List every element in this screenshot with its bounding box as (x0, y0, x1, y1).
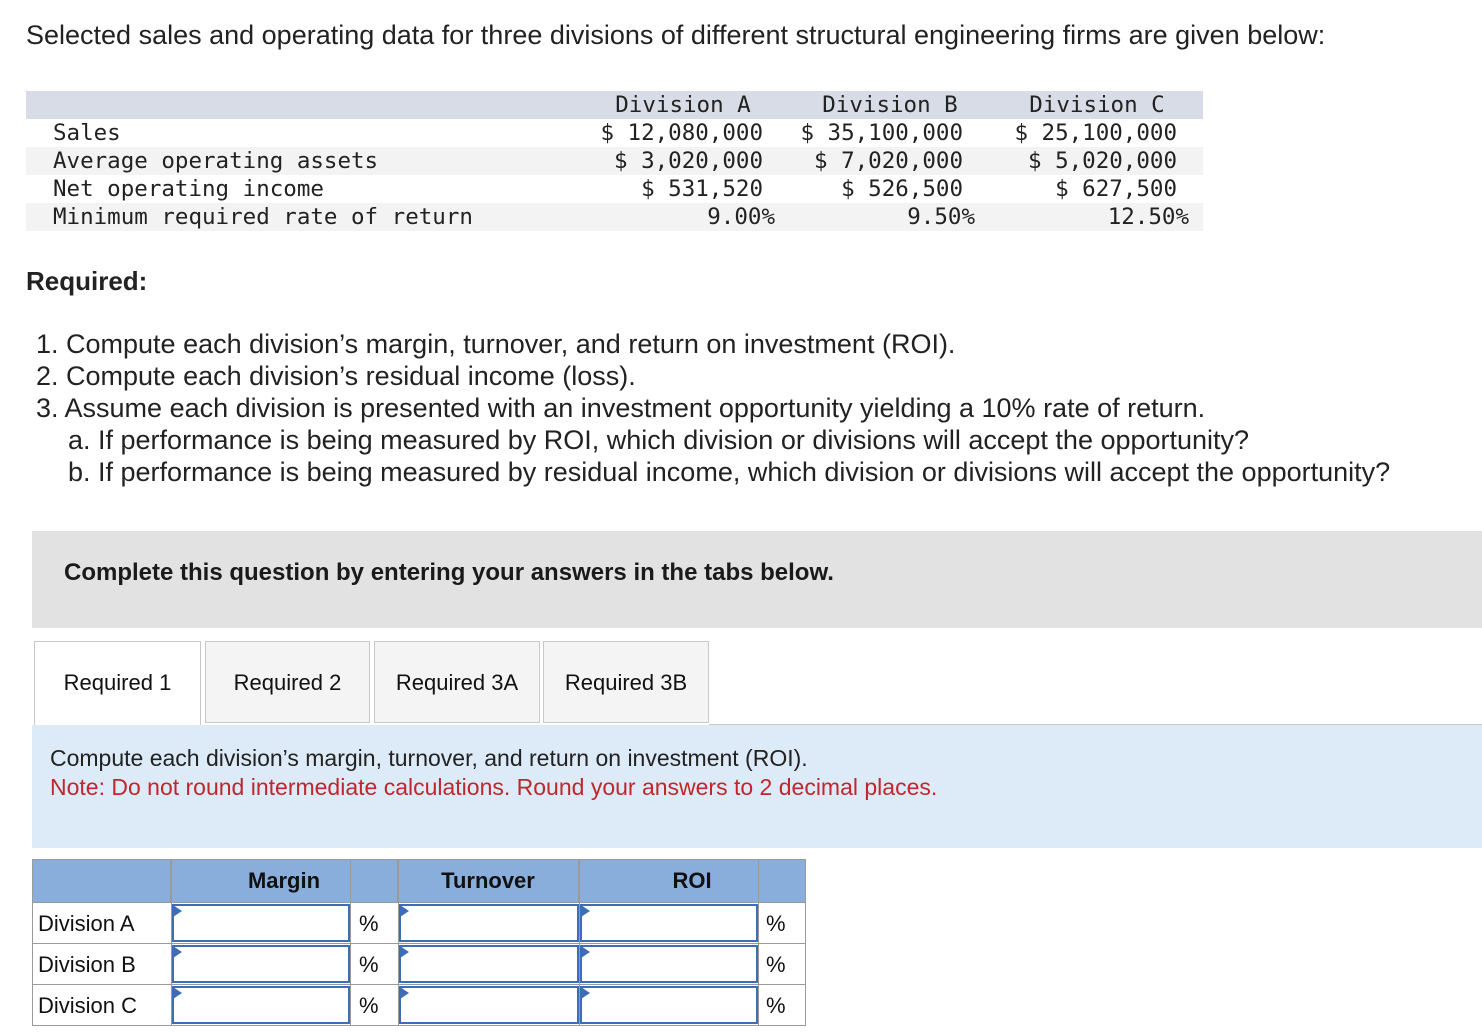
table-row-assets (26, 147, 1203, 175)
cell-value: $ 35,100,000 (800, 120, 963, 146)
tab-required-3b[interactable]: Required 3B (543, 641, 709, 723)
cell-value: $ 7,020,000 (813, 148, 963, 174)
cell-value: $ 25,100,000 (1014, 120, 1177, 146)
grid-corner-header (33, 860, 171, 902)
cell-value: $ 627,500 (1055, 176, 1177, 202)
required-item: 3. Assume each division is presented with an investment opportunity yielding a 10% rate of return. (36, 393, 1206, 423)
flag-icon (400, 987, 409, 999)
tab-required-1[interactable]: Required 1 (34, 641, 201, 725)
column-header-margin: Margin (171, 860, 398, 902)
flag-icon (173, 946, 182, 958)
banner-text: Complete this question by entering your answers in the tabs below. (64, 559, 834, 586)
flag-icon (581, 946, 590, 958)
required-list (36, 328, 1390, 488)
row-label-division-b: Division B (38, 952, 136, 977)
answer-grid (32, 859, 806, 1026)
row-label-division-c: Division C (38, 993, 138, 1018)
intro-text: Selected sales and operating data for three divisions of different structural engineering firms are given below: (26, 20, 1326, 50)
row-label: Average operating assets (53, 148, 379, 174)
column-divider (350, 860, 351, 1025)
percent-sign: % (766, 993, 786, 1018)
table-header-row (26, 91, 1203, 119)
cell-value: $ 12,080,000 (600, 120, 763, 146)
cell-value: $ 5,020,000 (1027, 148, 1177, 174)
table-row-sales (26, 119, 1203, 147)
flag-icon (581, 905, 590, 917)
row-label: Minimum required rate of return (53, 204, 473, 230)
division-data-table (26, 91, 1203, 231)
row-label: Sales (53, 120, 121, 146)
flag-icon (400, 905, 409, 917)
flag-icon (173, 905, 182, 917)
cell-value: 9.50% (907, 204, 975, 230)
required-subitem: b. If performance is being measured by residual income, which division or divisions will accept the opportunity? (68, 457, 1391, 487)
rounding-note: Note: Do not round intermediate calculations. Round your answers to 2 decimal places. (50, 774, 938, 800)
tab-instructions (32, 725, 1482, 848)
required-heading: Required: (26, 266, 148, 296)
flag-icon (581, 987, 590, 999)
cell-value: 12.50% (1107, 204, 1189, 230)
roi-input-division-c[interactable] (580, 986, 758, 1024)
column-header-roi: ROI (579, 860, 805, 902)
row-label: Net operating income (53, 176, 324, 202)
instruction-text: Compute each division’s margin, turnover, and return on investment (ROI). (50, 745, 808, 771)
table-row-min-return (26, 203, 1203, 231)
percent-sign: % (766, 952, 786, 977)
cell-value: $ 3,020,000 (613, 148, 763, 174)
required-subitem: a. If performance is being measured by ROI, which division or divisions will accept the opportunity? (68, 425, 1250, 455)
turnover-input-division-c[interactable] (399, 986, 579, 1024)
cell-value: $ 531,520 (641, 176, 763, 202)
cell-value: $ 526,500 (841, 176, 963, 202)
flag-icon (400, 946, 409, 958)
turnover-input-division-b[interactable] (399, 945, 579, 983)
header-division-c: Division C (1029, 92, 1165, 118)
required-item: 2. Compute each division’s residual income (loss). (36, 361, 636, 391)
percent-sign: % (766, 911, 786, 936)
header-division-a: Division A (615, 92, 751, 118)
row-label-division-a: Division A (38, 911, 135, 936)
percent-sign: % (359, 952, 379, 977)
roi-input-division-a[interactable] (580, 904, 758, 942)
percent-sign: % (359, 993, 379, 1018)
cell-value: 9.00% (707, 204, 775, 230)
flag-icon (173, 987, 182, 999)
tab-required-2[interactable]: Required 2 (205, 641, 370, 723)
tab-required-3a[interactable]: Required 3A (374, 641, 540, 723)
turnover-input-division-a[interactable] (399, 904, 579, 942)
required-item: 1. Compute each division’s margin, turnover, and return on investment (ROI). (36, 329, 956, 359)
column-header-turnover: Turnover (398, 860, 579, 902)
margin-input-division-a[interactable] (172, 904, 350, 942)
margin-input-division-b[interactable] (172, 945, 350, 983)
table-row-income (26, 175, 1203, 203)
roi-input-division-b[interactable] (580, 945, 758, 983)
column-divider (758, 860, 759, 1025)
instruction-banner (32, 531, 1482, 628)
percent-sign: % (359, 911, 379, 936)
margin-input-division-c[interactable] (172, 986, 350, 1024)
header-division-b: Division B (822, 92, 958, 118)
